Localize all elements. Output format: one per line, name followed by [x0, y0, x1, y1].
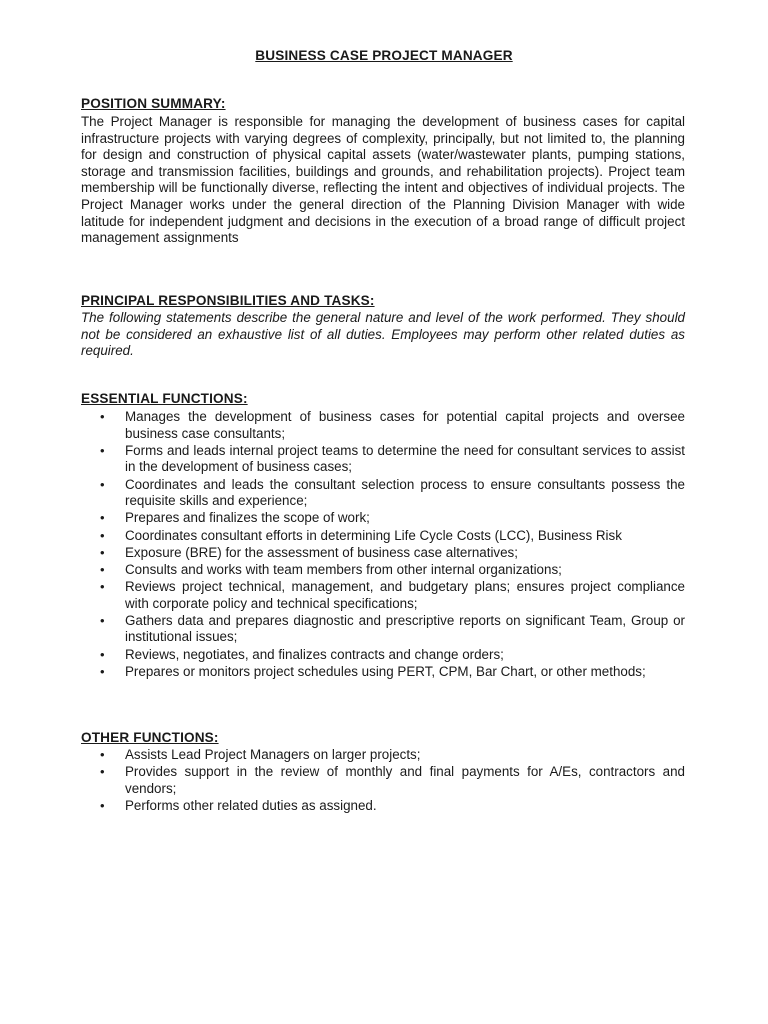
- list-item: [81, 443, 685, 476]
- bullet-icon: •: [100, 646, 105, 662]
- list-item-text: Reviews project technical, management, and budgetary plans; ensures project compliance with corporate policy and technical specifications;: [125, 579, 685, 611]
- bullet-icon: •: [100, 764, 105, 780]
- list-item-text: Performs other related duties as assigned.: [125, 797, 377, 813]
- list-item-text: Exposure (BRE) for the assessment of business case alternatives;: [125, 544, 518, 560]
- bullet-icon: •: [100, 442, 105, 458]
- essential-functions-list: [81, 409, 685, 681]
- list-item-text: Manages the development of business cases for potential capital projects and oversee business case consultants;: [125, 409, 685, 441]
- bullet-icon: •: [100, 663, 105, 679]
- bullet-icon: •: [100, 797, 105, 813]
- principal-responsibilities-text: The following statements describe the general nature and level of the work performed. They should not be considered an exhaustive list of all duties. Employees may perform other related duties as required.: [81, 310, 685, 359]
- list-item: [81, 664, 685, 681]
- list-item: [81, 798, 685, 815]
- list-item: [81, 562, 685, 579]
- list-item-text: Prepares and finalizes the scope of work;: [125, 510, 370, 526]
- bullet-icon: •: [100, 510, 105, 526]
- bullet-icon: •: [100, 476, 105, 492]
- list-item: [81, 764, 685, 797]
- list-item-text: Prepares or monitors project schedules using PERT, CPM, Bar Chart, or other methods;: [125, 663, 646, 679]
- bullet-icon: •: [100, 527, 105, 543]
- list-item-text: Provides support in the review of monthly and final payments for A/Es, contractors and vendors;: [125, 764, 685, 796]
- other-functions-list: [81, 747, 685, 815]
- list-item-text: Assists Lead Project Managers on larger projects;: [125, 747, 421, 762]
- document-title: BUSINESS CASE PROJECT MANAGER: [255, 48, 513, 63]
- list-item-text: Coordinates and leads the consultant selection process to ensure consultants possess the requisite skills and experience;: [125, 476, 685, 509]
- list-item: [81, 477, 685, 510]
- list-item: [81, 647, 685, 664]
- other-functions-heading: OTHER FUNCTIONS:: [81, 730, 219, 745]
- list-item: [81, 528, 685, 545]
- list-item: [81, 613, 685, 646]
- position-summary-heading: POSITION SUMMARY:: [81, 96, 226, 111]
- list-item-text: Consults and works with team members from other internal organizations;: [125, 561, 562, 577]
- list-item-text: Gathers data and prepares diagnostic and prescriptive reports on significant Team, Group or institutional issues;: [125, 612, 685, 645]
- bullet-icon: •: [100, 561, 105, 577]
- list-item: [81, 545, 685, 562]
- list-item-text: Reviews, negotiates, and finalizes contracts and change orders;: [125, 646, 504, 662]
- bullet-icon: •: [100, 747, 105, 762]
- essential-functions-heading: ESSENTIAL FUNCTIONS:: [81, 391, 248, 406]
- bullet-icon: •: [100, 409, 105, 424]
- list-item: [81, 409, 685, 442]
- position-summary-text: The Project Manager is responsible for managing the development of business cases for capital infrastructure projects with varying degrees of complexity, principally, but not limited to, the planning for design and construction of physical capital assets (water/wastewater plants, pumping stations, storage and transmission facilities, buildings and grounds, and rehabilitation projects). Project team membership will be functionally diverse, reflecting the intent and objectives of individual projects. The Project Manager works under the general direction of the Planning Division Manager with wide latitude for independent judgment and decisions in the execution of a broad range of difficult project management assignments: [81, 114, 685, 246]
- bullet-icon: •: [100, 579, 105, 595]
- list-item: [81, 579, 685, 612]
- list-item-text: Coordinates consultant efforts in determining Life Cycle Costs (LCC), Business Risk: [125, 527, 622, 543]
- list-item-text: Forms and leads internal project teams to determine the need for consultant services to assist in the development of business cases;: [125, 442, 685, 475]
- bullet-icon: •: [100, 612, 105, 628]
- bullet-icon: •: [100, 544, 105, 560]
- list-item: [81, 510, 685, 527]
- principal-responsibilities-heading: PRINCIPAL RESPONSIBILITIES AND TASKS:: [81, 293, 375, 308]
- list-item: [81, 747, 685, 764]
